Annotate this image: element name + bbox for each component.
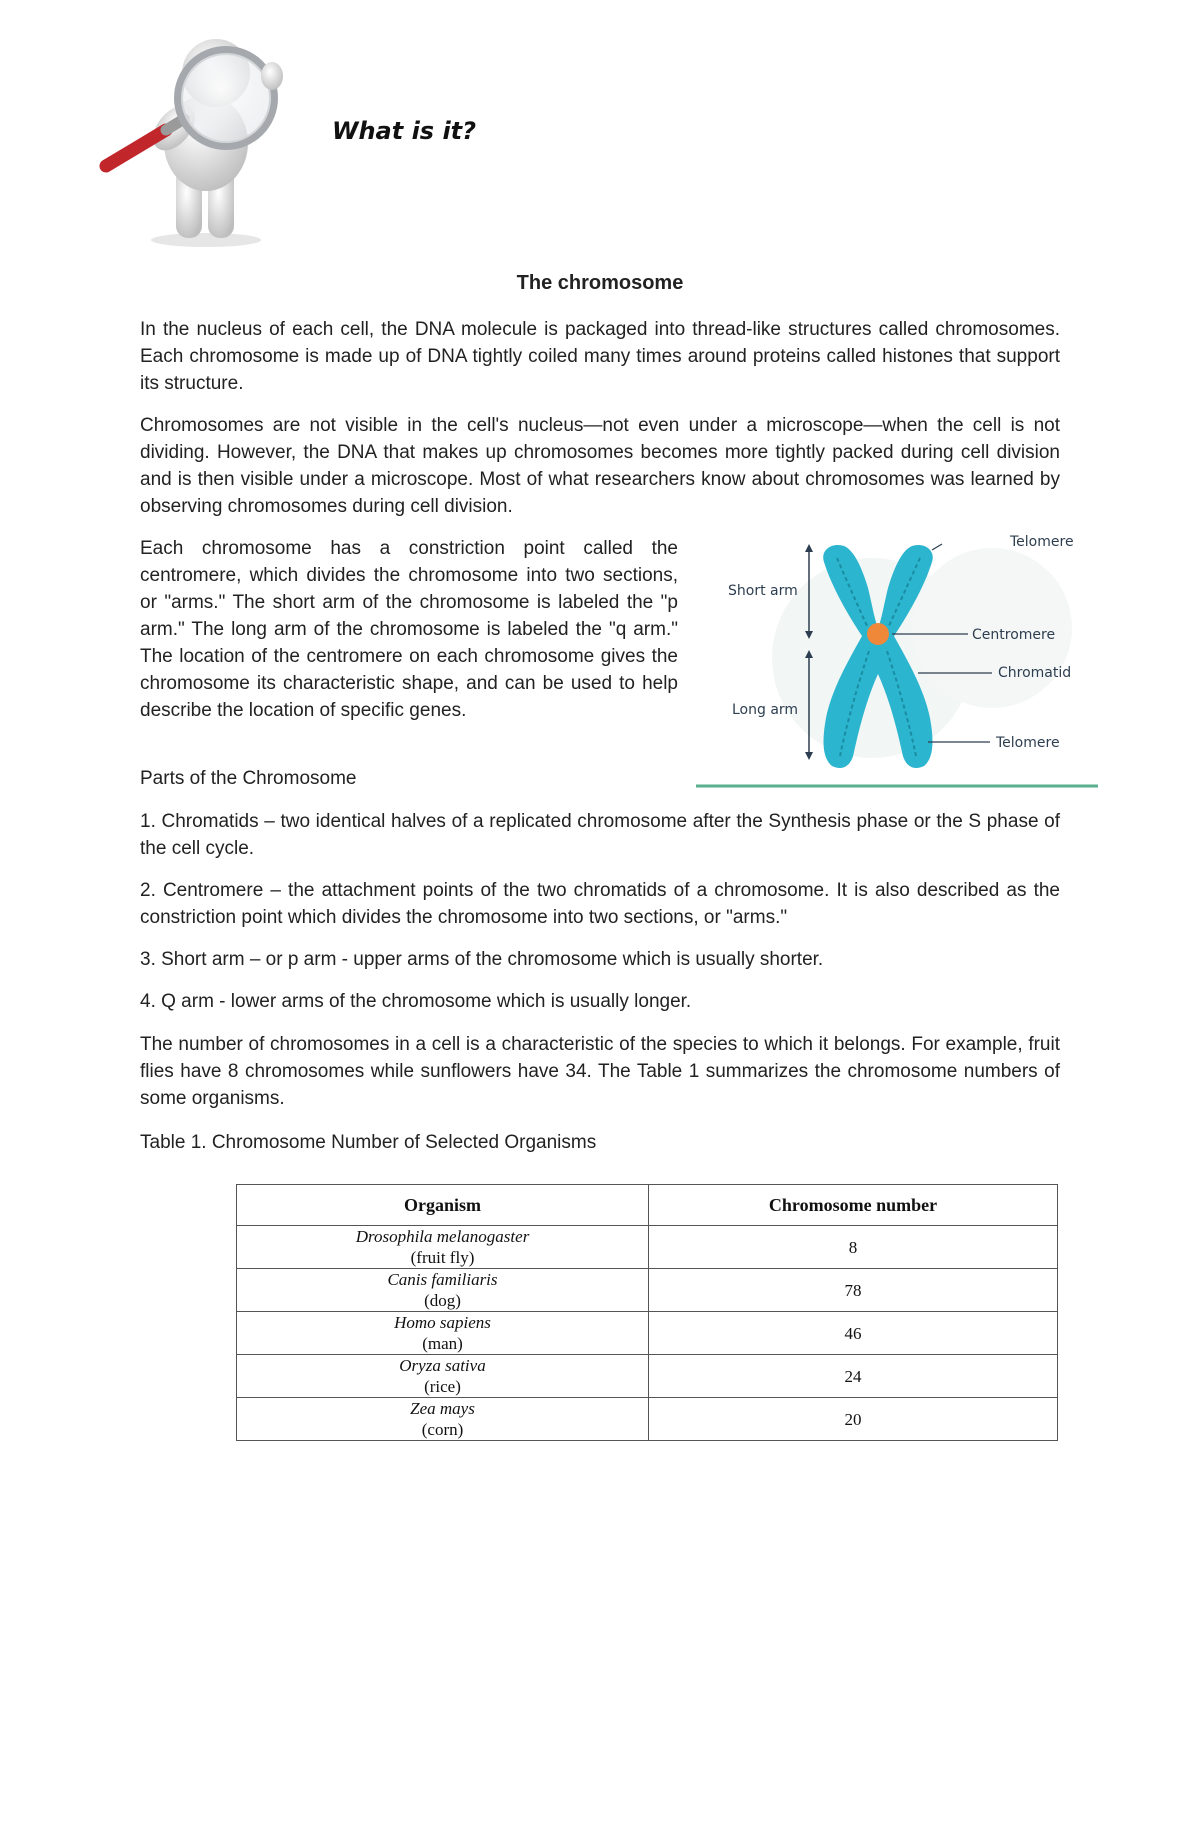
label-centromere: Centromere bbox=[972, 627, 1056, 643]
centromere-dot bbox=[867, 623, 889, 645]
organism-cell bbox=[237, 1226, 649, 1269]
common-name: (dog) bbox=[424, 1291, 461, 1310]
part-short-arm: 3. Short arm – or p arm - upper arms of the chromosome which is usually shorter. bbox=[140, 949, 824, 970]
header-chromosome-number: Chromosome number bbox=[649, 1185, 1058, 1226]
page-title: What is it? bbox=[332, 117, 477, 145]
scientific-name: Zea mays bbox=[410, 1399, 475, 1418]
table-row bbox=[237, 1269, 1058, 1312]
common-name: (fruit fly) bbox=[410, 1248, 475, 1267]
label-telomere-top: Telomere bbox=[1010, 534, 1074, 550]
intro-paragraph: In the nucleus of each cell, the DNA molecule is packaged into thread-like structures called chromosomes. Each chromosome is made up of DNA tightly coiled many times around proteins called histones that support its structure. bbox=[140, 319, 1060, 394]
parts-heading: Parts of the Chromosome bbox=[140, 768, 357, 789]
number-cell: 20 bbox=[649, 1398, 1058, 1441]
part-chromatids: 1. Chromatids – two identical halves of a replicated chromosome after the Synthesis phase or the S phase of the cell cycle. bbox=[140, 811, 1060, 859]
scientific-name: Oryza sativa bbox=[399, 1356, 486, 1375]
organism-cell bbox=[237, 1398, 649, 1441]
part-centromere: 2. Centromere – the attachment points of the two chromatids of a chromosome. It is also described as the constriction point which divides the chromosome into two sections, or "arms." bbox=[140, 880, 1060, 928]
label-telomere-bottom: Telomere bbox=[996, 735, 1060, 751]
organism-cell bbox=[237, 1312, 649, 1355]
header-organism: Organism bbox=[237, 1185, 649, 1226]
table-row bbox=[237, 1355, 1058, 1398]
organism-cell bbox=[237, 1269, 649, 1312]
common-name: (man) bbox=[422, 1334, 463, 1353]
scientific-name: Homo sapiens bbox=[394, 1313, 491, 1332]
article-heading: The chromosome bbox=[516, 272, 684, 294]
label-short-arm: Short arm bbox=[728, 583, 798, 599]
scientific-name: Canis familiaris bbox=[387, 1270, 498, 1289]
scientific-name: Drosophila melanogaster bbox=[355, 1227, 530, 1246]
magnifier-figure-illustration bbox=[96, 18, 306, 248]
common-name: (corn) bbox=[421, 1420, 464, 1439]
label-chromatid: Chromatid bbox=[998, 665, 1072, 681]
chromosome-diagram bbox=[692, 528, 1102, 790]
organism-cell bbox=[237, 1355, 649, 1398]
number-cell: 78 bbox=[649, 1269, 1058, 1312]
chromosome-number-table bbox=[236, 1184, 1058, 1441]
table-caption: Table 1. Chromosome Number of Selected Organisms bbox=[140, 1132, 597, 1153]
label-long-arm: Long arm bbox=[732, 702, 799, 718]
number-cell: 8 bbox=[649, 1226, 1058, 1269]
number-cell: 46 bbox=[649, 1312, 1058, 1355]
table-row bbox=[237, 1312, 1058, 1355]
closing-paragraph: The number of chromosomes in a cell is a characteristic of the species to which it belongs. For example, fruit flies have 8 chromosomes while sunflowers have 34. The Table 1 summarizes the chromosome numbers of some organisms. bbox=[140, 1034, 1060, 1109]
centromere-paragraph: Each chromosome has a constriction point called the centromere, which divides the chromosome into two sections, or "arms." The short arm of the chromosome is labeled the "p arm." The long arm of the chromosome is labeled the "q arm." The location of the centromere on each chromosome gives the chromosome its characteristic shape, and can be used to help describe the location of specific genes. bbox=[140, 538, 678, 721]
table-header-row bbox=[237, 1185, 1058, 1226]
part-q-arm: 4. Q arm - lower arms of the chromosome which is usually longer. bbox=[140, 991, 692, 1012]
table-row bbox=[237, 1226, 1058, 1269]
visibility-paragraph: Chromosomes are not visible in the cell's nucleus—not even under a microscope—when the cell is not dividing. However, the DNA that makes up chromosomes becomes more tightly packed during cell division and is then visible under a microscope. Most of what researchers know about chromosomes was learned by observing chromosomes during cell division. bbox=[140, 415, 1060, 517]
common-name: (rice) bbox=[424, 1377, 461, 1396]
number-cell: 24 bbox=[649, 1355, 1058, 1398]
table-row bbox=[237, 1398, 1058, 1441]
